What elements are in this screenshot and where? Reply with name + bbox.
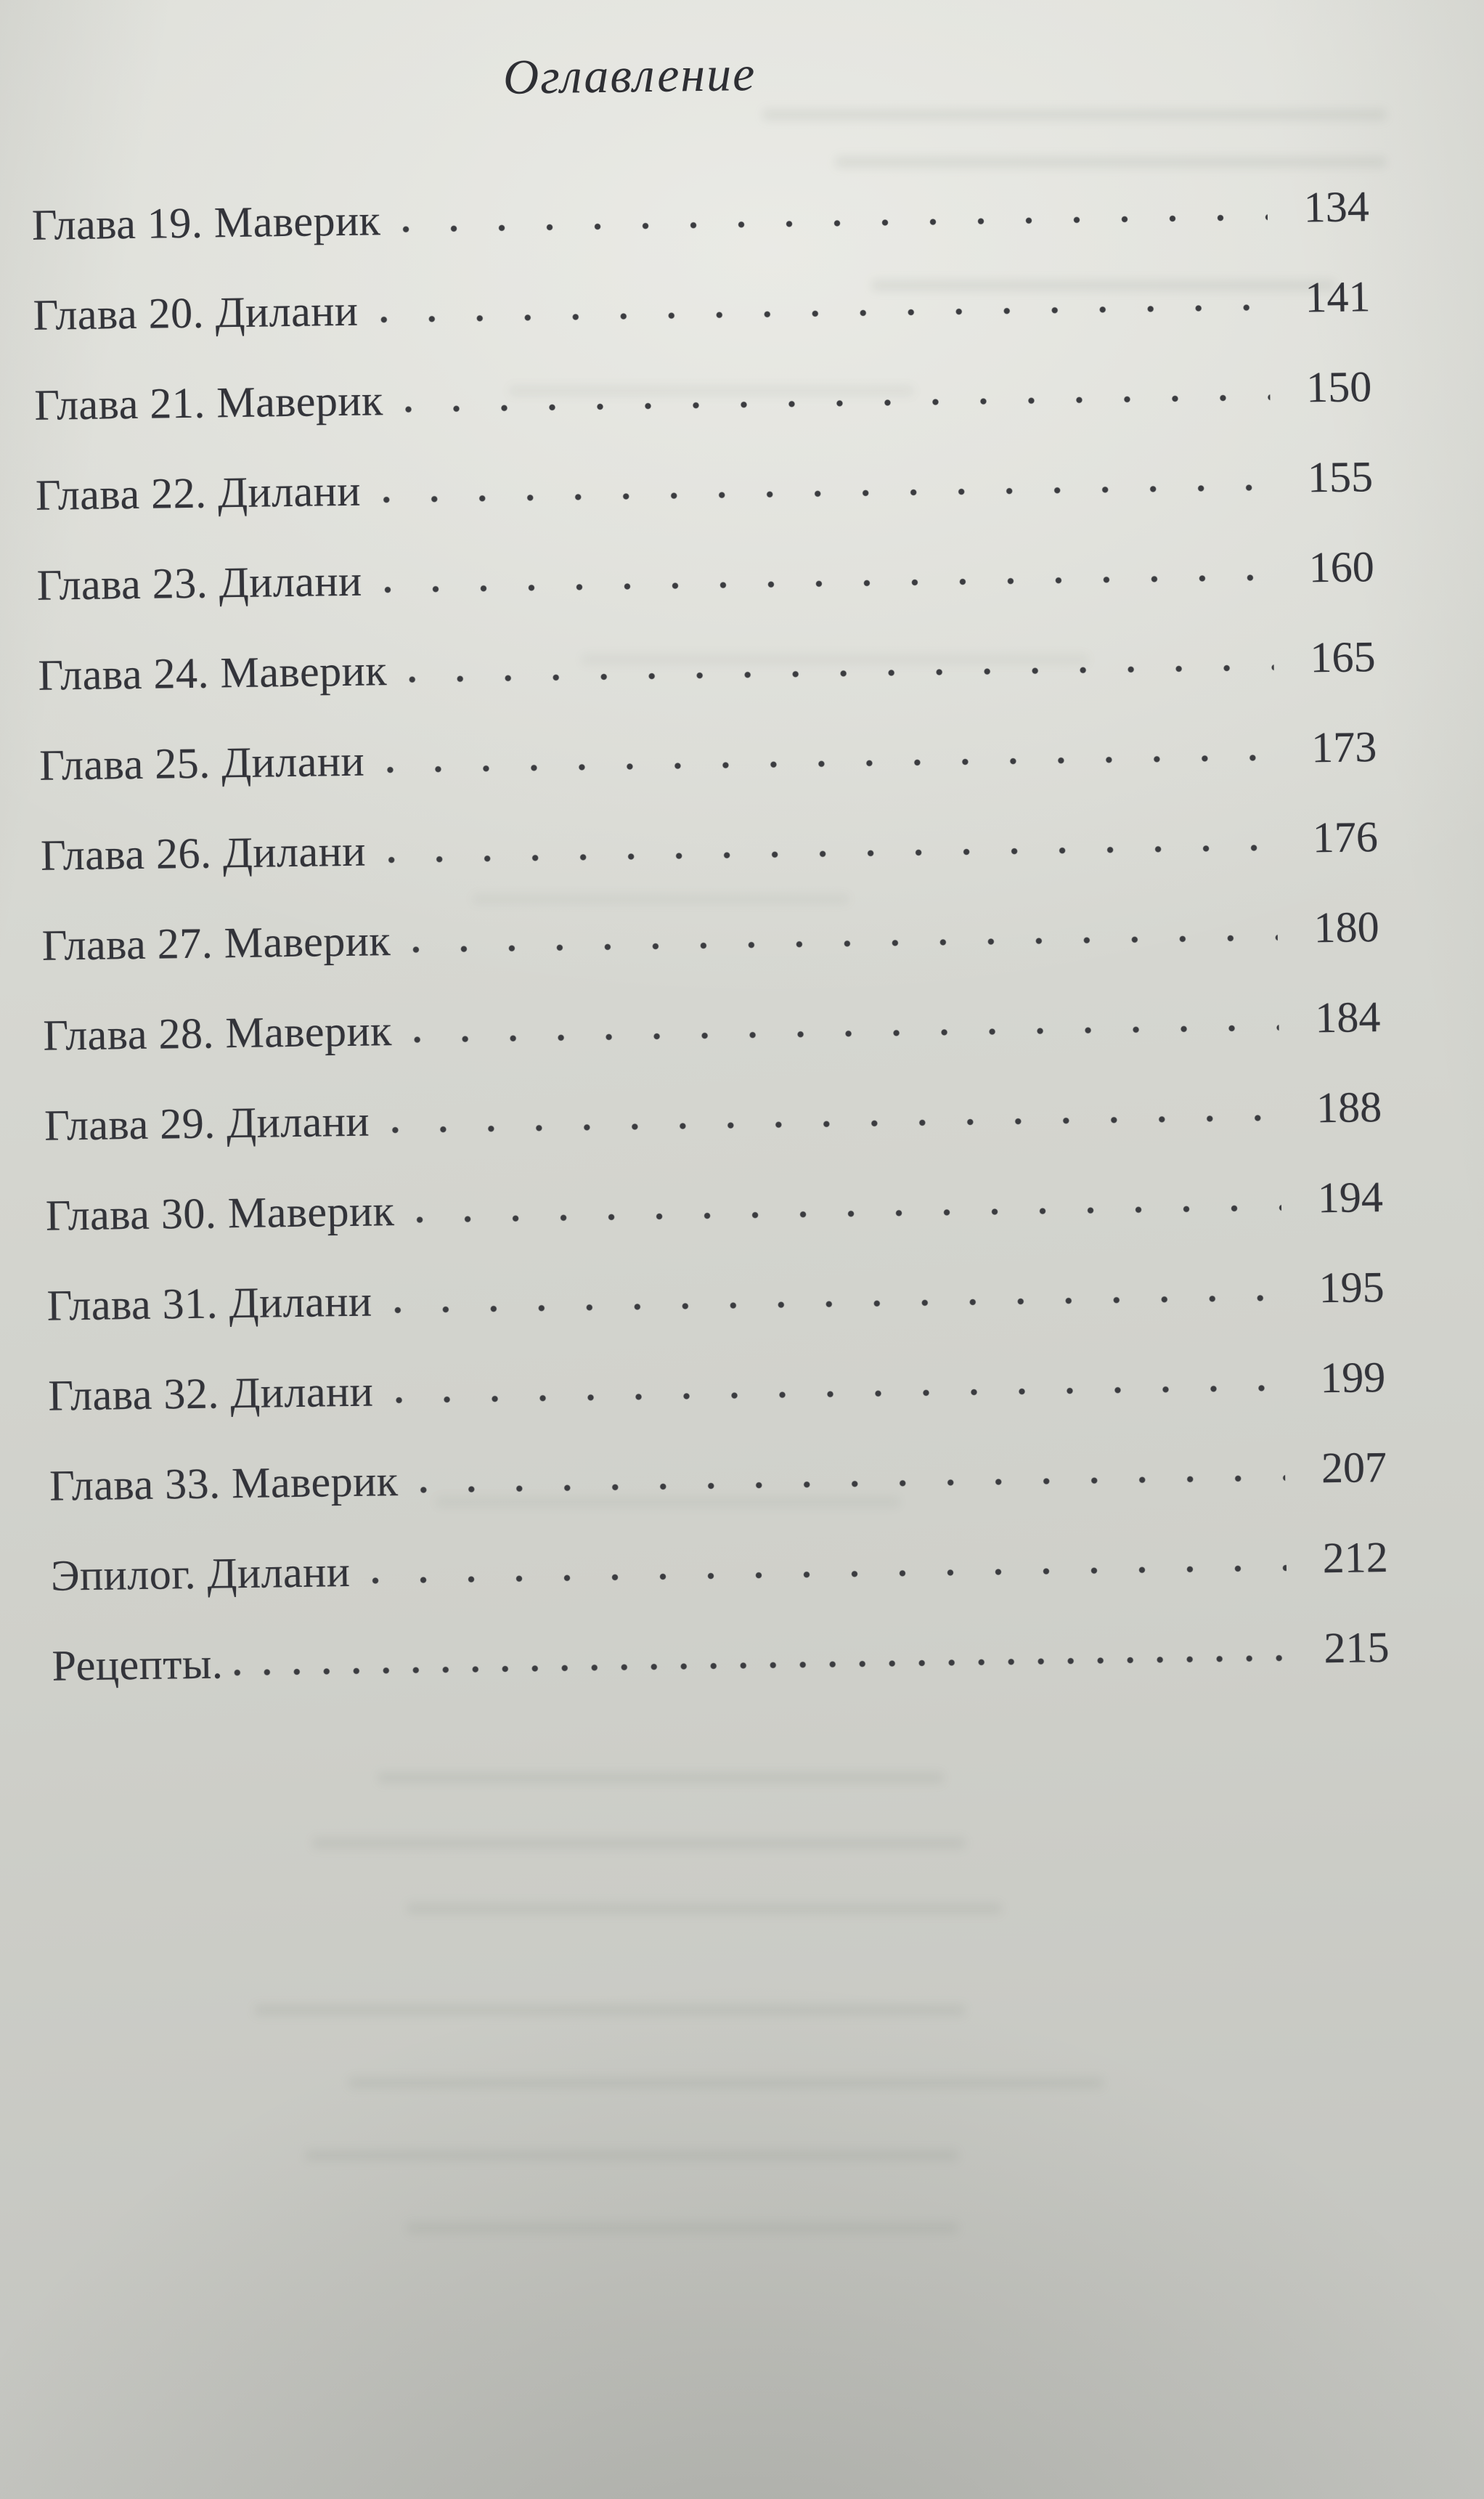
toc-entry-label: Глава 22. Дилани: [35, 466, 362, 519]
dot-leader: [380, 304, 1268, 323]
bleed-through-mark: [407, 1903, 1002, 1914]
toc-entry-page-number: 141: [1305, 272, 1371, 322]
page-title: Оглавление: [502, 45, 757, 105]
toc-entry-label: Глава 31. Дилани: [46, 1277, 372, 1330]
toc-entry-label: Глава 25. Дилани: [38, 736, 365, 789]
toc-entry-label: Глава 27. Маверик: [41, 917, 391, 970]
toc-entry-label: Глава 32. Дилани: [47, 1367, 374, 1420]
dot-leader: [394, 1294, 1283, 1314]
toc-entry-label: Глава 23. Дилани: [36, 556, 363, 609]
dot-leader: [409, 664, 1274, 683]
toc-entry-page-number: 150: [1305, 362, 1372, 412]
toc-entry-page-number: 212: [1322, 1533, 1389, 1582]
toc-entry: [51, 1582, 1390, 1691]
dot-leader: [395, 1384, 1284, 1404]
toc-entry-page-number: 173: [1310, 723, 1377, 772]
dot-leader: [372, 1564, 1287, 1585]
toc-entry-page-number: 165: [1309, 633, 1376, 682]
toc-entry-page-number: 160: [1308, 543, 1375, 592]
bleed-through-mark: [312, 1837, 966, 1849]
table-of-contents: [31, 142, 1390, 1691]
dot-leader: [420, 1474, 1286, 1494]
toc-entry-label: Глава 33. Маверик: [49, 1457, 399, 1510]
dot-leader: [388, 844, 1276, 864]
toc-entry-label: Глава 28. Маверик: [43, 1007, 393, 1060]
toc-entry-page-number: 180: [1313, 903, 1380, 952]
toc-entry-label: Эпилог. Дилани: [50, 1547, 351, 1600]
toc-entry-label: Глава 26. Дилани: [40, 826, 367, 879]
bleed-through-mark: [348, 2077, 1104, 2089]
toc-entry-label: Глава 30. Маверик: [45, 1187, 395, 1240]
toc-content: [29, 0, 1390, 1691]
toc-entry-label: Глава 20. Дилани: [33, 286, 359, 339]
dot-leader: [383, 484, 1271, 503]
toc-entry-page-number: 188: [1316, 1083, 1382, 1132]
toc-entry-label: Глава 19. Маверик: [31, 196, 381, 249]
toc-entry-label: Глава 21. Маверик: [33, 376, 384, 429]
toc-entry-page-number: 184: [1314, 993, 1381, 1042]
dot-leader: [391, 1114, 1280, 1134]
toc-entry-page-number: 176: [1312, 813, 1379, 862]
dot-leader: [386, 754, 1275, 773]
toc-entry-page-number: 207: [1321, 1443, 1387, 1492]
dot-leader: [384, 574, 1273, 593]
bleed-through-mark: [305, 2150, 958, 2161]
dot-leader: [416, 1204, 1281, 1224]
toc-entry-page-number: 195: [1318, 1263, 1385, 1312]
toc-entry-page-number: 199: [1319, 1353, 1386, 1402]
dot-leader: [412, 934, 1278, 954]
toc-entry-label: Рецепты.: [52, 1639, 224, 1690]
bleed-through-mark: [407, 2222, 958, 2234]
toc-entry-page-number: 134: [1303, 182, 1370, 232]
dot-leader: [233, 1654, 1287, 1676]
dot-leader: [414, 1024, 1279, 1044]
toc-entry-label: Глава 24. Маверик: [38, 646, 388, 699]
dot-leader: [405, 394, 1271, 413]
bleed-through-mark: [378, 1772, 944, 1784]
toc-entry-page-number: 194: [1317, 1173, 1384, 1222]
toc-entry-page-number: 215: [1324, 1623, 1390, 1673]
toc-entry-label: Глава 29. Дилани: [44, 1097, 370, 1150]
toc-entry-page-number: 155: [1307, 452, 1374, 502]
dot-leader: [402, 214, 1268, 233]
bleed-through-mark: [254, 2004, 966, 2016]
